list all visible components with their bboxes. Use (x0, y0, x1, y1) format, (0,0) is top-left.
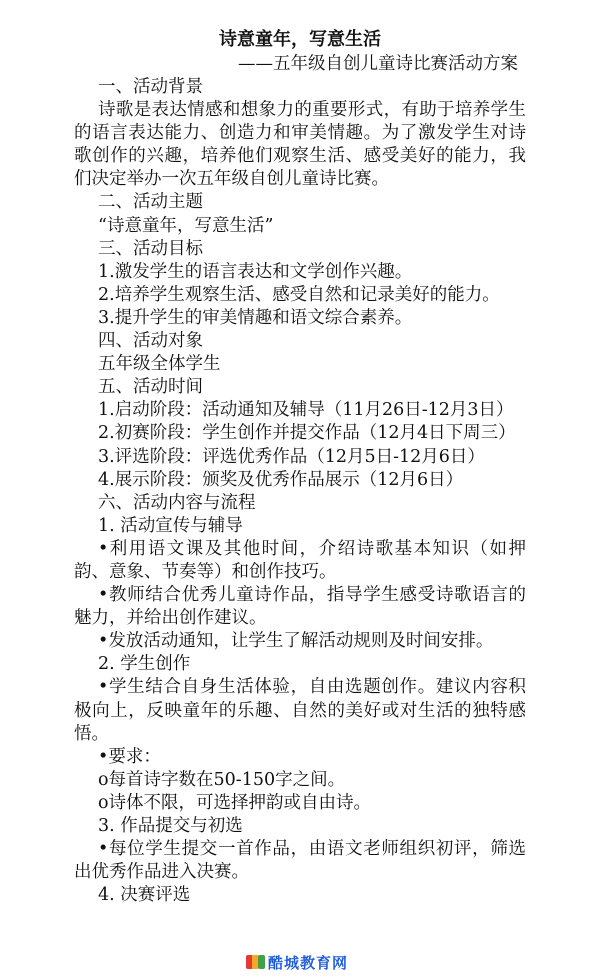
section-heading: 一、活动背景 (98, 77, 203, 97)
paragraph: 1.启动阶段：活动通知及辅导（11月26日-12月3日） (98, 400, 514, 421)
books-logo-icon (246, 953, 264, 971)
paragraph: •利用语文课及其他时间，介绍诗歌基本知识（如押韵、意象、节奏等）和创作技巧。 (74, 538, 526, 582)
paragraph: •要求： (98, 746, 161, 767)
paragraph: 3.评选阶段：评选优秀作品（12月5日-12月6日） (98, 446, 485, 467)
paragraph: 1.激发学生的语言表达和文学创作兴趣。 (98, 261, 413, 282)
document-subtitle: ——五年级自创儿童诗比赛活动方案 (238, 54, 518, 74)
paragraph: 诗歌是表达情感和想象力的重要形式，有助于培养学生的语言表达能力、创造力和审美情趣。为了激发学生对诗歌创作的兴趣，培养他们观察生活、感受美好的能力，我们决定举办一次五年级自创儿童诗比赛。 (74, 100, 526, 190)
paragraph: 2.培养学生观察生活、感受自然和记录美好的能力。 (98, 284, 500, 305)
paragraph: o每首诗字数在50-150字之间。 (98, 769, 346, 790)
paragraph: 五年级全体学生 (98, 354, 221, 375)
paragraph: 4.展示阶段：颁奖及优秀作品展示（12月6日） (98, 469, 464, 490)
paragraph: o诗体不限，可选择押韵或自由诗。 (98, 792, 372, 813)
paragraph: 3. 作品提交与初选 (98, 816, 243, 836)
document-title: 诗意童年，写意生活 (219, 29, 381, 50)
paragraph: 1. 活动宣传与辅导 (98, 515, 243, 536)
section-heading: 三、活动目标 (98, 238, 203, 259)
section-heading: 五、活动时间 (98, 377, 203, 398)
paragraph: 4. 决赛评选 (98, 885, 191, 906)
section-heading: 六、活动内容与流程 (98, 492, 256, 513)
paragraph: •学生结合自身生活体验，自由选题创作。建议内容积极向上，反映童年的乐趣、自然的美好或对生活的独特感悟。 (74, 677, 526, 744)
watermark-text: 酷城教育网 (268, 953, 349, 972)
paragraph: •发放活动通知，让学生了解活动规则及时间安排。 (98, 631, 494, 652)
paragraph: •教师结合优秀儿童诗作品，指导学生感受诗歌语言的魅力，并给出创作建议。 (74, 585, 526, 629)
paragraph: “诗意童年，写意生活” (98, 215, 274, 236)
section-heading: 四、活动对象 (98, 331, 203, 352)
paragraph: 2. 学生创作 (98, 654, 191, 675)
paragraph: •每位学生提交一首作品，由语文老师组织初评，筛选出优秀作品进入决赛。 (74, 839, 526, 883)
document-body (0, 76, 600, 907)
site-watermark (246, 951, 358, 973)
section-heading: 二、活动主题 (98, 192, 203, 213)
paragraph: 3.提升学生的审美情趣和语文综合素养。 (98, 307, 413, 328)
paragraph: 2.初赛阶段：学生创作并提交作品（12月4日下周三） (98, 423, 516, 444)
